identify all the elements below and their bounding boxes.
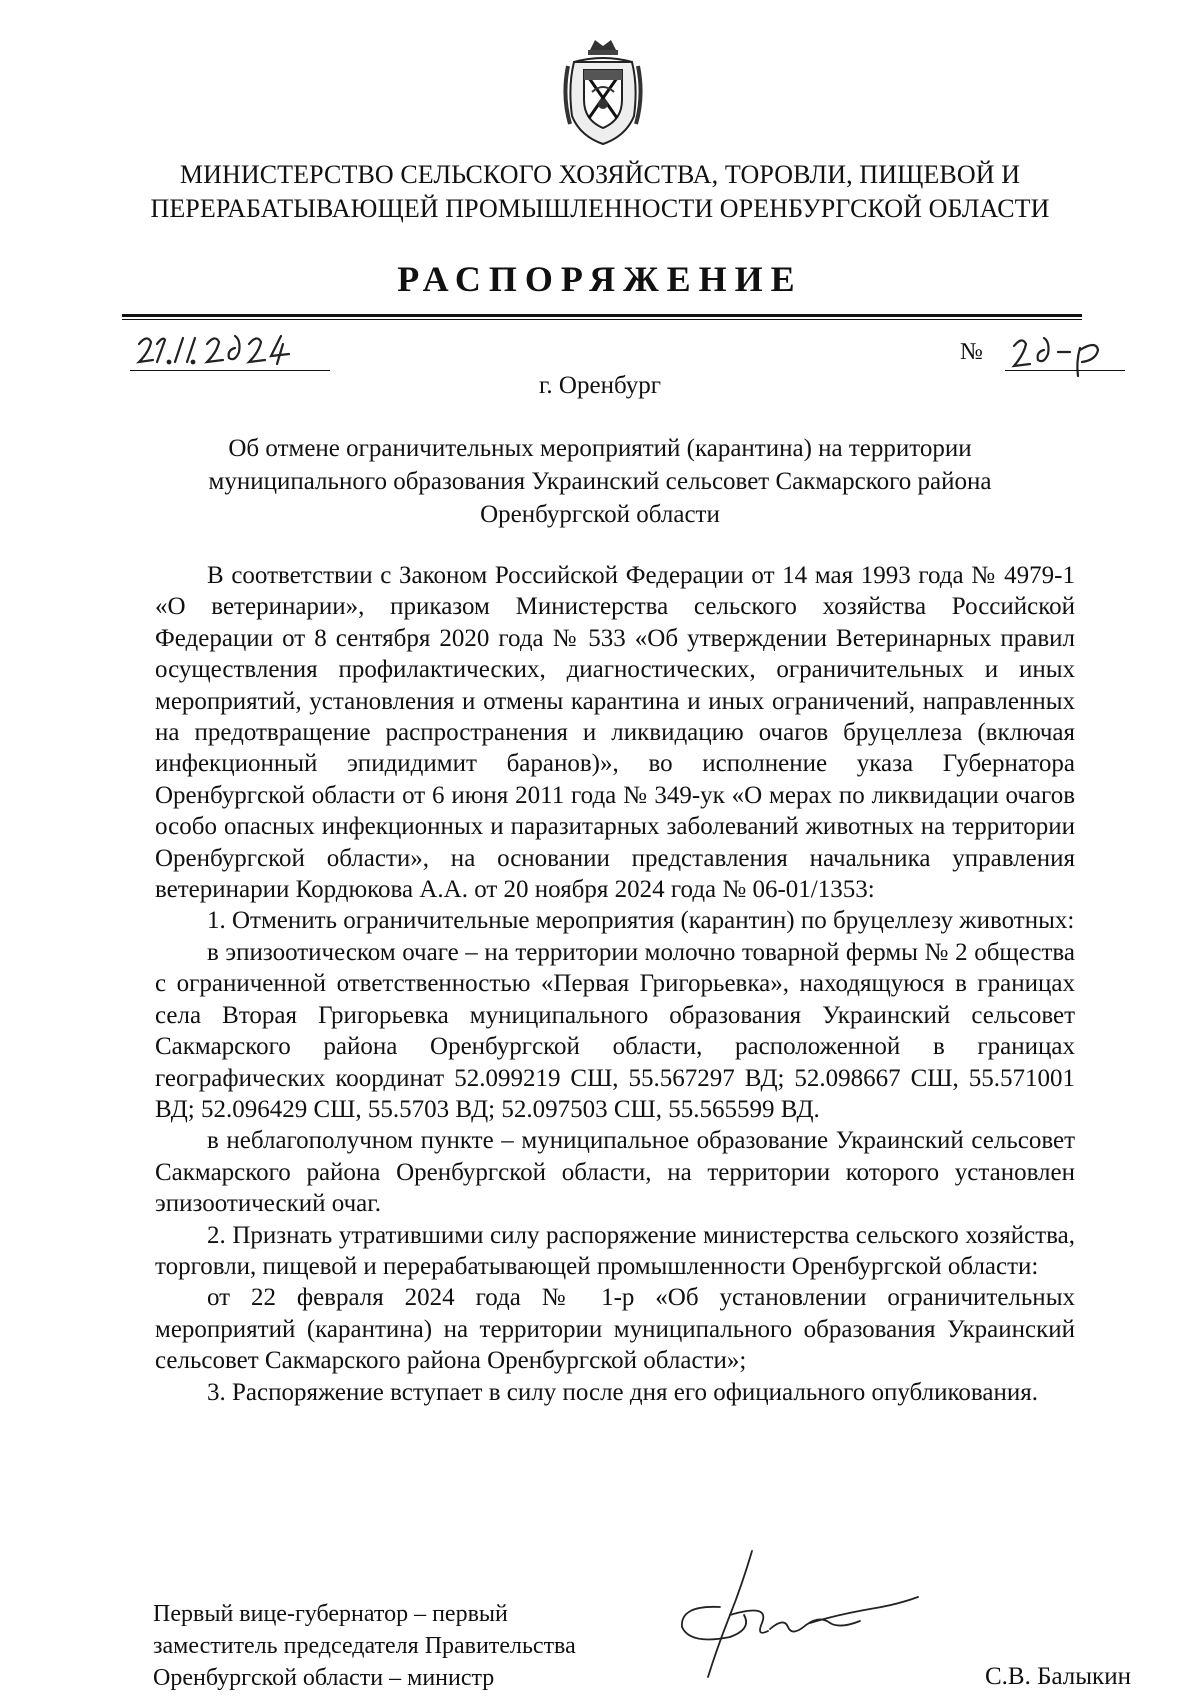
document-title: РАСПОРЯЖЕНИЕ [397, 259, 803, 299]
item-3: 3. Распоряжение вступает в силу после дня его официального опубликования. [207, 1378, 1038, 1406]
document-subject [160, 432, 1040, 531]
number-underline [1005, 370, 1125, 371]
signer-name: С.В. Балыкин [985, 1663, 1131, 1690]
title-rule-thin [122, 319, 1082, 320]
date-underline [130, 370, 330, 371]
preamble-paragraph: В соответствии с Законом Российской Федерации от 14 мая 1993 года № 4979-1 «О ветеринарии», приказом Министерства сельского хозяйства Российской Федерации от 8 сентября 2020 года № 533 «Об утверждении Ветеринарных правил осуществления профилактических, диагностических, ограничительных и иных мероприятий, установления и отмены карантина и иных ограничений, направленных на предотвращение распространения и ликвидацию очагов бруцеллеза (включая инфекционный эпидидимит баранов)», во исполнение указа Губернатора Оренбургской области от 6 июня 2011 года № 349-ук «О мерах по ликвидации очагов особо опасных инфекционных и паразитарных заболеваний животных на территории Оренбургской области», на основании представления начальника управления ветеринарии Кордюкова А.А. от 20 ноября 2024 года № 06-01/1353: [155, 562, 1075, 904]
signatory-position [153, 1598, 653, 1694]
city: г. Оренбург [539, 372, 661, 399]
subject-line-1: Об отмене ограничительных мероприятий (карантина) на территории [228, 435, 972, 462]
document-body [155, 560, 1075, 1408]
item-1: 1. Отменить ограничительные мероприятия (карантин) по бруцеллезу животных: [207, 907, 1075, 935]
number-label: № [960, 339, 983, 365]
ministry-header [90, 158, 1110, 226]
title-rule [122, 314, 1082, 317]
signatory-line-2: заместитель председателя Правительства [153, 1633, 576, 1659]
item-1-point: в неблагополучном пункте – муниципальное образование Украинский сельсовет Сакмарского района Оренбургской области, на территории которого установлен эпизоотический очаг. [155, 1127, 1075, 1218]
subject-line-3: Оренбургской области [480, 501, 720, 528]
ministry-header-line-1: МИНИСТЕРСТВО СЕЛЬСКОГО ХОЗЯЙСТВА, ТОРОВЛИ, ПИЩЕВОЙ И [179, 160, 1021, 189]
signatory-line-1: Первый вице-губернатор – первый [153, 1601, 508, 1627]
item-1-focus: в эпизоотическом очаге – на территории молочно товарной фермы № 2 общества с ограниченной ответственностью «Первая Григорьевка», находящуюся в границах села Вторая Григорьевка муниципального образования Украинский сельсовет Сакмарского района Оренбургской области, расположенной в границах географических координат 52.099219 СШ, 55.567297 ВД; 52.098667 СШ, 55.571001 ВД; 52.096429 СШ, 55.5703 ВД; 52.097503 СШ, 55.565599 ВД. [155, 938, 1075, 1123]
item-2-order: от 22 февраля 2024 года № 1-р «Об установлении ограничительных мероприятий (карантина) на территории муниципального образования Украинский сельсовет Сакмарского района Оренбургской области»; [155, 1284, 1075, 1375]
subject-line-2: муниципального образования Украинский сельсовет Сакмарского района [208, 468, 992, 495]
ministry-header-line-2: ПЕРЕРАБАТЫВАЮЩЕЙ ПРОМЫШЛЕННОСТИ ОРЕНБУРГСКОЙ ОБЛАСТИ [150, 194, 1050, 223]
item-2: 2. Признать утратившими силу распоряжение министерства сельского хозяйства, торговли, пищевой и перерабатывающей промышленности Оренбургской области: [155, 1221, 1075, 1280]
handwritten-signature [660, 1545, 960, 1685]
coat-of-arms-icon [560, 36, 646, 148]
handwritten-date [135, 330, 345, 370]
signatory-line-3: Оренбургской области – министр [153, 1665, 495, 1691]
